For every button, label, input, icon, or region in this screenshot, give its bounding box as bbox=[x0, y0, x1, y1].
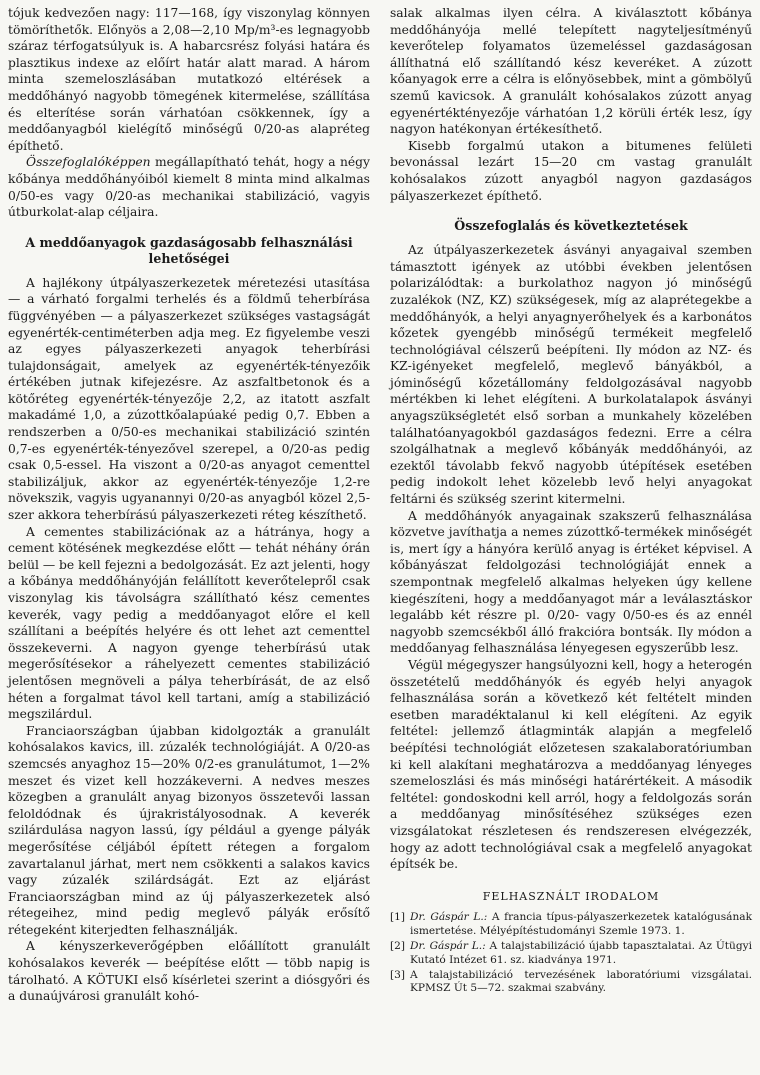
left-column bbox=[8, 5, 370, 1075]
paragraph: Az útpályaszerkezetek ásványi anyagaival szemben támasztott igények az utóbbi években jelentősen polarizálódtak: a burkolathoz nagyon jó minőségű zuzalékok (NZ, KZ) szükségesek, míg az alaprétegekbe a meddőhányók, a helyi anyagnyerőhelyek és a karbonátos kőzetek gyengébb minőségű termékeit megfelelő technológiával célszerű beépíteni. Ily módon az NZ- és KZ-igényeket megfelelő, meglevő bányákból, a jóminőségű kőzetállomány feldolgozásával nagyobb mértékben ki lehet elégíteni. A burkolatalapok ásványi anyagszükségletét első sorban a munkahely közelében találhatóanyagokból gazdaságos fedezni. Erre a célra szolgálhatnak a meglevő kőbányák meddőhányói, az ezektől távolabb fekvő nagyobb útépítések esetében pedig indokolt lehet közelebb levő helyi anyagokat feltárni és szükség szerint kitermelni. bbox=[390, 243, 752, 507]
paragraph: A kényszerkeverőgépben előállított granulált kohósalakos keverék — beépítése előtt — több napig is tárolható. A KÖTUKI első kísérletei szerint a diósgyőri és a dunaújvárosi granulált kohó- bbox=[8, 939, 370, 1004]
paragraph-text: megállapítható tehát, hogy a négy kőbánya meddőhányóiból kiemelt 8 minta mind alkalmas 0/50-es vagy 0/20-as mechanikai stabilizáció, vagyis útburkolat-alap céljaira. bbox=[8, 155, 370, 220]
reference-item bbox=[390, 940, 752, 967]
paragraph: A cementes stabilizációnak az a hátránya, hogy a cement kötésének megkezdése előtt — tehát néhány órán belül — be kell fejezni a bedolgozását. Ez azt jelenti, hogy a kőbánya meddőhányóján felállított keverőtelepről csak viszonylag kis távolságra szállítható kész cementes keverék, vagy pedig a meddőanyagot előre el kell szállítani a beépítés helyére és ott lehet azt cementtel összekeverni. A nagyon gyenge teherbírású utak megerősítésekor a ráhelyezett cementes stabilizáció jelentősen megnöveli a pálya teherbírását, de az első héten a forgalmat távol kell tartani, amíg a stabilizáció megszilárdul. bbox=[8, 524, 370, 722]
reference-number: [1] bbox=[390, 911, 406, 924]
reference-author: Dr. Gáspár L.: bbox=[410, 940, 486, 953]
reference-number: [2] bbox=[390, 940, 406, 953]
paragraph: Franciaországban újabban kidolgozták a granulált kohósalakos kavics, ill. zúzalék technológiáját. A 0/20-as szemcsés anyaghoz 15—20% 0/2-es granulátumot, 1—2% meszet és vizet kell hozzákeverni. A nedves meszes közegben a granulált anyag bizonyos összetevői lassan feloldódnak és újrakristályosodnak. A keverék szilárdulása nagyon lassú, így például a gyenge pályák megerősítése céljából épített rétegen a forgalom zavartalanul járhat, mert nem csökkenti a salakos kavics vagy zúzalék szilárdságát. Ezt az eljárást Franciaországban mind az új pályaszerkezetek alsó rétegeihez, mind pedig meglevő pályák erősítő rétegeként kiterjedten felhasználják. bbox=[8, 723, 370, 937]
paragraph: A hajlékony útpályaszerkezetek méretezési utasítása — a várható forgalmi terhelés és a földmű teherbírása függvényében — a pályaszerkezet szükséges vastagságát egyenérték-centiméterben adja meg. Ez figyelembe veszi az egyes pályaszerkezeti anyagok teherbírási tulajdonságait, amelyek az egyenérték-tényezőik értékében jutnak kifejezésre. Az aszfaltbetonok és a kötőréteg egyenérték-tényezője 2,2, az itatott aszfalt makadámé 1,0, a zúzottkőalapúaké pedig 0,7. Ebben a rendszerben a 0/50-es mechanikai stabilizáció szintén 0,7-es egyenérték-tényezővel szerepel, a 0/20-as pedig csak 0,5-essel. Ha viszont a 0/20-as anyagot cementtel stabilizáljuk, akkor az egyenérték-tényezője 1,2-re növekszik, vagyis ugyanannyi 0/20-as anyagból közel 2,5-szer akkora teherbírású pályaszerkezeti réteg készíthető. bbox=[8, 275, 370, 523]
reference-body: A talajstabilizáció újabb tapasztalatai. Az Útügyi Kutató Intézet 61. sz. kiadványa 1971. bbox=[410, 940, 752, 966]
paragraph: tójuk kedvezően nagy: 117—168, így viszonylag könnyen tömöríthetők. Előnyös a 2,08—2,10 Mp/m³-es legnagyobb száraz térfogatsúlyuk is. A habarcsrész folyási határa és plasztikus indexe az előírt határ alatt marad. A három minta szemeloszlásában mutatkozó eltérések a meddőhányó nagyobb tömegének kitermelése, szállítása és elterítése során várhatóan csökkennek, így a meddőanyagból kielégítő minőségű 0/20-as alapréteg építhető. bbox=[8, 6, 370, 153]
reference-item bbox=[390, 911, 752, 938]
references-heading: FELHASZNÁLT IRODALOM bbox=[482, 889, 660, 903]
reference-author: Dr. Gáspár L.: bbox=[410, 911, 488, 924]
section-heading: Összefoglalás és következtetések bbox=[454, 218, 688, 234]
reference-text bbox=[410, 940, 752, 967]
paragraph: A meddőhányók anyagainak szakszerű felhasználása közvetve javíthatja a nemes zúzottkő-termékek minőségét is, mert így a hányóra kerülő anyag is értéket képvisel. A kőbányászat feldolgozási technológiáját ennek a szempontnak megfelelő alkalmas helyeken úgy kellene kiegészíteni, hogy a meddőanyagot már a leválasztáskor legalább két részre pl. 0/20- vagy 0/50-es és az ennél nagyobb szemcsékből álló frakcióra bontsák. Ily módon a meddőanyag felhasználása lényegesen egyszerűbb lesz. bbox=[390, 508, 752, 656]
paragraph: Végül mégegyszer hangsúlyozni kell, hogy a heterogén összetételű meddőhányók és egyéb helyi anyagok felhasználása során a következő két feltételt minden esetben maradéktalanul ki kell elégíteni. Az egyik feltétel: jellemző átlagminták alapján a megfelelő beépítési technológiát előzetesen szakalaboratóriumban ki kell alakítani meghatározva a meddőanyag lényeges szemeloszlási és más minőségi határértékeit. A második feltétel: gondoskodni kell arról, hogy a feldolgozás során a meddőanyag minősítéséhez szükséges ezen vizsgálatokat részletesen és rendszeresen elvégezzék, hogy az adott technológiával csak a megfelelő anyagokat építsék be. bbox=[390, 657, 752, 872]
italic-lead: Összefoglalóképpen bbox=[26, 155, 151, 170]
reference-body: A talajstabilizáció tervezésének laboratóriumi vizsgálatai. KPMSZ Út 5—72. szakmai szabvány. bbox=[410, 968, 752, 995]
reference-text bbox=[410, 911, 752, 938]
reference-list bbox=[390, 911, 752, 995]
reference-item bbox=[390, 969, 752, 996]
summary-paragraph bbox=[8, 154, 370, 220]
section-heading: A meddőanyagok gazdaságosabb felhasználási lehetőségei bbox=[25, 234, 353, 266]
reference-number: [3] bbox=[390, 968, 406, 981]
paragraph: Kisebb forgalmú utakon a bitumenes felületi bevonással lezárt 15—20 cm vastag granulált kohósalakos zúzott anyagból nagyon gazdaságos pályaszerkezet építhető. bbox=[390, 138, 752, 203]
paragraph: salak alkalmas ilyen célra. A kiválasztott kőbánya meddőhányója mellé telepített nagyteljesítményű keverőtelep folyamatos üzemeléssel gazdaságosan állíthatná elő szállítandó kész keveréket. A zúzott kőanyagok erre a célra is előnyösebbek, mint a gömbölyű szemű kavicsok. A granulált kohósalakos zúzott anyag egyenértéktényezője várhatóan 1,2 körüli érték lesz, így nagyon hatékonyan értékesíthető. bbox=[390, 6, 752, 137]
right-column bbox=[390, 5, 752, 1075]
reference-body: A francia típus-pályaszerkezetek katalógusának ismertetése. Mélyépítéstudományi Szemle 1973. 1. bbox=[410, 911, 752, 937]
reference-text bbox=[410, 969, 752, 996]
